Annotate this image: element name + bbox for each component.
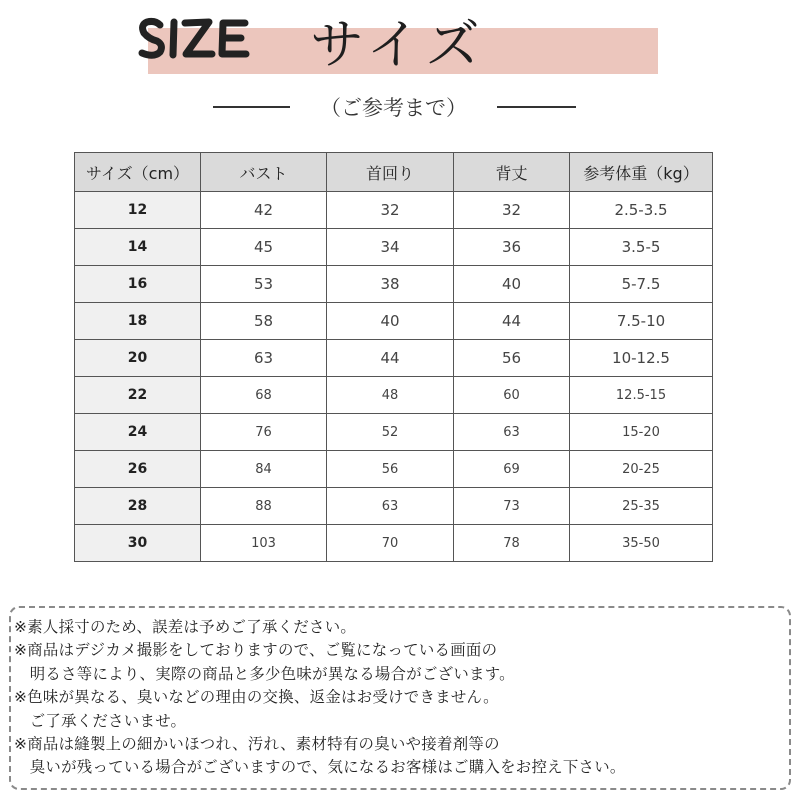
cell-neck: 63 bbox=[327, 488, 454, 525]
divider-left bbox=[213, 106, 290, 108]
cell-neck: 48 bbox=[327, 377, 454, 414]
note-line: ※商品はデジカメ撮影をしておりますので、ご覧になっている画面の bbox=[14, 641, 498, 660]
table-row bbox=[75, 192, 713, 229]
cell-size: 24 bbox=[75, 414, 201, 451]
cell-weight: 7.5-10 bbox=[570, 303, 713, 340]
cell-size: 22 bbox=[75, 377, 201, 414]
subtitle: （ご参考まで） bbox=[320, 96, 467, 120]
cell-neck: 44 bbox=[327, 340, 454, 377]
cell-weight: 12.5-15 bbox=[570, 377, 713, 414]
cell-bust: 42 bbox=[201, 192, 327, 229]
table-row bbox=[75, 525, 713, 562]
cell-back-length: 44 bbox=[454, 303, 570, 340]
cell-bust: 53 bbox=[201, 266, 327, 303]
header-back-length: 背丈 bbox=[454, 153, 570, 192]
cell-bust: 68 bbox=[201, 377, 327, 414]
cell-weight: 5-7.5 bbox=[570, 266, 713, 303]
cell-size: 20 bbox=[75, 340, 201, 377]
cell-back-length: 36 bbox=[454, 229, 570, 266]
table-row bbox=[75, 266, 713, 303]
cell-bust: 103 bbox=[201, 525, 327, 562]
cell-neck: 56 bbox=[327, 451, 454, 488]
cell-bust: 58 bbox=[201, 303, 327, 340]
cell-back-length: 78 bbox=[454, 525, 570, 562]
cell-size: 14 bbox=[75, 229, 201, 266]
note-line: ※商品は縫製上の細かいほつれ、汚れ、素材特有の臭いや接着剤等の bbox=[14, 735, 500, 754]
table-header-row bbox=[75, 153, 713, 192]
cell-neck: 70 bbox=[327, 525, 454, 562]
note-line: 明るさ等により、実際の商品と多少色味が異なる場合がございます。 bbox=[14, 664, 515, 683]
size-table bbox=[74, 152, 713, 562]
cell-bust: 88 bbox=[201, 488, 327, 525]
table-row bbox=[75, 340, 713, 377]
table-row bbox=[75, 303, 713, 340]
header-weight: 参考体重（kg） bbox=[570, 153, 713, 192]
cell-weight: 20-25 bbox=[570, 451, 713, 488]
cell-weight: 3.5-5 bbox=[570, 229, 713, 266]
page-title: サイズ bbox=[310, 13, 486, 76]
cell-back-length: 69 bbox=[454, 451, 570, 488]
note-line: ※色味が異なる、臭いなどの理由の交換、返金はお受けできません。 bbox=[14, 688, 499, 707]
table-row bbox=[75, 229, 713, 266]
note-line: ご了承くださいませ。 bbox=[14, 711, 187, 730]
cell-size: 30 bbox=[75, 525, 201, 562]
size-logo bbox=[133, 8, 263, 68]
cell-bust: 63 bbox=[201, 340, 327, 377]
cell-back-length: 56 bbox=[454, 340, 570, 377]
table-row bbox=[75, 488, 713, 525]
note-line: ※素人採寸のため、誤差は予めご了承ください。 bbox=[14, 618, 357, 636]
table-row bbox=[75, 377, 713, 414]
cell-back-length: 40 bbox=[454, 266, 570, 303]
table-row bbox=[75, 414, 713, 451]
cell-bust: 76 bbox=[201, 414, 327, 451]
cell-size: 18 bbox=[75, 303, 201, 340]
cell-back-length: 63 bbox=[454, 414, 570, 451]
cell-weight: 15-20 bbox=[570, 414, 713, 451]
divider-right bbox=[497, 106, 576, 108]
note-line: 臭いが残っている場合がございますので、気になるお客様はご購入をお控え下さい。 bbox=[14, 758, 626, 777]
header-size: サイズ（cm） bbox=[75, 153, 201, 192]
subtitle-row bbox=[0, 88, 800, 128]
cell-back-length: 32 bbox=[454, 192, 570, 229]
table-row bbox=[75, 451, 713, 488]
cell-weight: 25-35 bbox=[570, 488, 713, 525]
cell-weight: 35-50 bbox=[570, 525, 713, 562]
cell-neck: 32 bbox=[327, 192, 454, 229]
cell-neck: 34 bbox=[327, 229, 454, 266]
cell-back-length: 73 bbox=[454, 488, 570, 525]
cell-neck: 52 bbox=[327, 414, 454, 451]
cell-bust: 84 bbox=[201, 451, 327, 488]
cell-size: 12 bbox=[75, 192, 201, 229]
cell-neck: 40 bbox=[327, 303, 454, 340]
cell-bust: 45 bbox=[201, 229, 327, 266]
header-bust: バスト bbox=[201, 153, 327, 192]
cell-size: 16 bbox=[75, 266, 201, 303]
notes-box bbox=[9, 606, 791, 790]
header-neck: 首回り bbox=[327, 153, 454, 192]
cell-size: 26 bbox=[75, 451, 201, 488]
cell-neck: 38 bbox=[327, 266, 454, 303]
cell-weight: 10-12.5 bbox=[570, 340, 713, 377]
cell-weight: 2.5-3.5 bbox=[570, 192, 713, 229]
cell-back-length: 60 bbox=[454, 377, 570, 414]
cell-size: 28 bbox=[75, 488, 201, 525]
